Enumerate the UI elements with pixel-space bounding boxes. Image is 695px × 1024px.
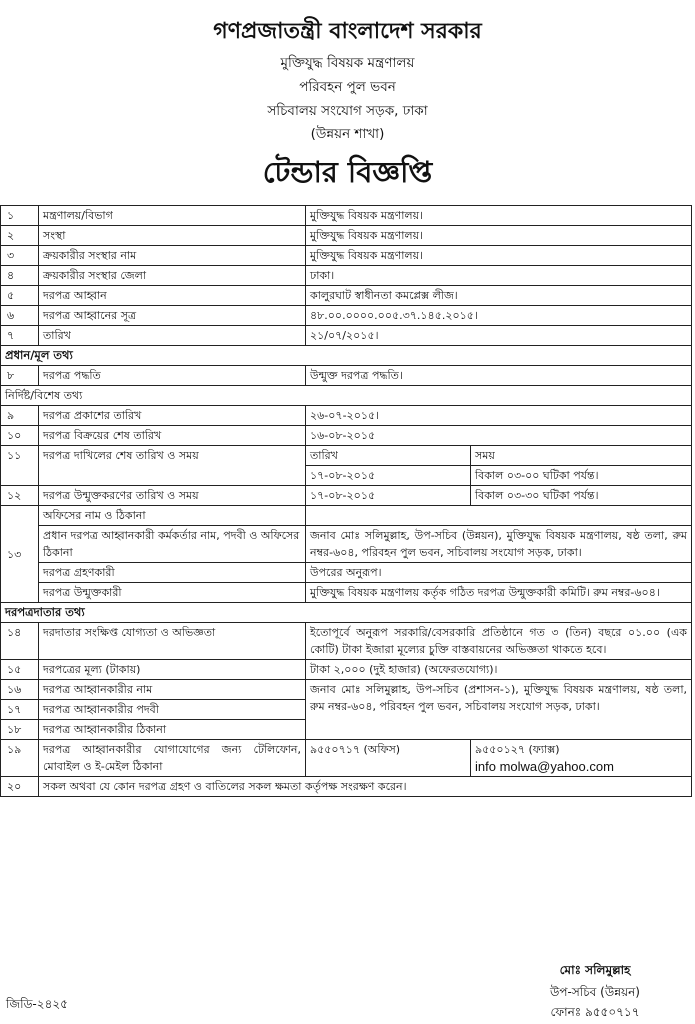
table-row xyxy=(1,366,692,386)
section-row xyxy=(1,603,692,623)
row-number: ৮ xyxy=(1,366,39,386)
row-label: প্রধান দরপত্র আহ্বানকারী কর্মকর্তার নাম, পদবী ও অফিসের ঠিকানা xyxy=(39,526,306,563)
table-row xyxy=(1,506,692,526)
table-row xyxy=(1,446,692,466)
row-value: কালুরঘাট স্বাধীনতা কমপ্লেক্স লীজ। xyxy=(306,286,692,306)
row-value: ১৬-০৮-২০১৫ xyxy=(306,426,692,446)
building-name: পরিবহন পুল ভবন xyxy=(299,79,396,95)
row-label: দরপত্র পদ্ধতি xyxy=(39,366,306,386)
office-heading: অফিসের নাম ও ঠিকানা xyxy=(39,506,306,526)
row-label: সংস্থা xyxy=(39,226,306,246)
row-number: ১১ xyxy=(1,446,39,486)
row-label: মন্ত্রণালয়/বিভাগ xyxy=(39,206,306,226)
row-value: মুক্তিযুদ্ধ বিষয়ক মন্ত্রণালয়। xyxy=(306,246,692,266)
row-label: দরপত্র দাখিলের শেষ তারিখ ও সময় xyxy=(39,446,306,486)
row-number: ১৪ xyxy=(1,623,39,660)
row-value: মুক্তিযুদ্ধ বিষয়ক মন্ত্রণালয় কর্তৃক গঠিত দরপত্র উন্মুক্তকারী কমিটি। রুম নম্বর-৬০৪। xyxy=(306,583,692,603)
notice-heading: টেন্ডার বিজ্ঞপ্তি xyxy=(262,155,433,189)
row-number: ১৫ xyxy=(1,660,39,680)
submission-time: বিকাল ০৩-০০ ঘটিকা পর্যন্ত। xyxy=(471,466,692,486)
row-number: ৫ xyxy=(1,286,39,306)
table-row xyxy=(1,777,692,797)
row-number: ৬ xyxy=(1,306,39,326)
row-number: ১ xyxy=(1,206,39,226)
submission-date: ১৭-০৮-২০১৫ xyxy=(306,466,471,486)
row-value: উন্মুক্ত দরপত্র পদ্ধতি। xyxy=(306,366,692,386)
row-label: দরপত্র বিক্রয়ের শেষ তারিখ xyxy=(39,426,306,446)
opening-time: বিকাল ০৩-৩০ ঘটিকা পর্যন্ত। xyxy=(471,486,692,506)
address: সচিবালয় সংযোগ সড়ক, ঢাকা xyxy=(267,103,428,119)
table-row xyxy=(1,526,692,563)
gd-code: জিডি-২৪২৫ xyxy=(6,997,68,1011)
row-number: ১৩ xyxy=(1,506,39,603)
section-row xyxy=(1,346,692,366)
row-value: উপরের অনুরূপ। xyxy=(306,563,692,583)
row-label: দরপত্র আহ্বানকারীর নাম xyxy=(39,680,306,700)
row-value: জনাব মোঃ সলিমুল্লাহ, উপ-সচিব (প্রশাসন-১), মুক্তিযুদ্ধ বিষয়ক মন্ত্রণালয়, ষষ্ঠ তলা, রুম নম্বর-৬০৪, পরিবহন পুল ভবন, সচিবালয় সংযোগ সড়ক, ঢাকা। xyxy=(306,680,692,740)
row-number: ৪ xyxy=(1,266,39,286)
signatory-name: মোঃ সলিমুল্লাহ xyxy=(559,963,631,977)
row-label: ক্রয়কারীর সংস্থার জেলা xyxy=(39,266,306,286)
row-value: জনাব মোঃ সলিমুল্লাহ, উপ-সচিব (উন্নয়ন), মুক্তিযুদ্ধ বিষয়ক মন্ত্রণালয়, ষষ্ঠ তলা, রুম নম্বর-৬০৪, পরিবহন পুল ভবন, সচিবালয় সংযোগ সড়ক, ঢাকা। xyxy=(306,526,692,563)
row-label: দরপত্র আহ্বানকারীর ঠিকানা xyxy=(39,720,306,740)
section-heading-main-info: প্রধান/মূল তথ্য xyxy=(1,346,692,366)
table-row xyxy=(1,246,692,266)
row-number: ২ xyxy=(1,226,39,246)
table-row xyxy=(1,286,692,306)
row-label: দরপত্র প্রকাশের তারিখ xyxy=(39,406,306,426)
row-label: তারিখ xyxy=(39,326,306,346)
row-value: ২১/০৭/২০১৫। xyxy=(306,326,692,346)
table-row xyxy=(1,563,692,583)
table-row xyxy=(1,486,692,506)
email-address[interactable]: info molwa@yahoo.com xyxy=(475,759,614,774)
row-number: ১৮ xyxy=(1,720,39,740)
signatory-phone: ফোনঃ ৯৫৫০৭১৭ xyxy=(550,1005,640,1019)
row-number: ১৭ xyxy=(1,700,39,720)
row-label: ক্রয়কারীর সংস্থার নাম xyxy=(39,246,306,266)
tender-table xyxy=(0,205,692,797)
office-phone: ৯৫৫০৭১৭ (অফিস) xyxy=(306,740,471,777)
table-row xyxy=(1,406,692,426)
table-row xyxy=(1,326,692,346)
table-row xyxy=(1,740,692,777)
row-label: দরপত্র আহ্বানের সূত্র xyxy=(39,306,306,326)
row-value: ৪৮.০০.০০০০.০০৫.৩৭.১৪৫.২০১৫। xyxy=(306,306,692,326)
empty-cell xyxy=(306,506,692,526)
branch-name: (উন্নয়ন শাখা) xyxy=(310,126,385,142)
time-column-head: সময় xyxy=(471,446,692,466)
section-heading-special-info: নির্দিষ্ট/বিশেষ তথ্য xyxy=(1,386,692,406)
table-row xyxy=(1,206,692,226)
row-number: ৯ xyxy=(1,406,39,426)
row-label: দরপত্র আহ্বানকারীর যোগাযোগের জন্য টেলিফোন, মোবাইল ও ই-মেইল ঠিকানা xyxy=(39,740,306,777)
table-row xyxy=(1,426,692,446)
row-value: মুক্তিযুদ্ধ বিষয়ক মন্ত্রণালয়। xyxy=(306,226,692,246)
table-row xyxy=(1,583,692,603)
table-row xyxy=(1,266,692,286)
table-row xyxy=(1,660,692,680)
row-value: সকল অথবা যে কোন দরপত্র গ্রহণ ও বাতিলের সকল ক্ষমতা কর্তৃপক্ষ সংরক্ষণ করেন। xyxy=(39,777,692,797)
row-value: ইতোপূর্বে অনুরূপ সরকারি/বেসরকারি প্রতিষ্ঠানে গত ৩ (তিন) বছরে ০১.০০ (এক কোটি) টাকা ইজারা মূল্যের চুক্তি বাস্তবায়নের অভিজ্ঞতা থাকতে হবে। xyxy=(306,623,692,660)
row-value: ঢাকা। xyxy=(306,266,692,286)
row-number: ২০ xyxy=(1,777,39,797)
row-label: দরপত্র উন্মুক্তকরণের তারিখ ও সময় xyxy=(39,486,306,506)
row-label: দরদাতার সংক্ষিপ্ত যোগ্যতা ও অভিজ্ঞতা xyxy=(39,623,306,660)
row-label: দরপত্র আহ্বানকারীর পদবী xyxy=(39,700,306,720)
row-label: দরপত্র উন্মুক্তকারী xyxy=(39,583,306,603)
table-row xyxy=(1,680,692,700)
row-number: ১২ xyxy=(1,486,39,506)
signatory-designation: উপ-সচিব (উন্নয়ন) xyxy=(550,985,640,999)
row-number: ৭ xyxy=(1,326,39,346)
table-row xyxy=(1,226,692,246)
opening-date: ১৭-০৮-২০১৫ xyxy=(306,486,471,506)
fax-number: ৯৫৫০১২৭ (ফ্যাক্স) xyxy=(475,743,560,756)
contact-cell xyxy=(471,740,692,777)
row-value: টাকা ২,০০০ (দুই হাজার) (অফেরতযোগ্য)। xyxy=(306,660,692,680)
table-row xyxy=(1,623,692,660)
row-label: দরপত্র গ্রহণকারী xyxy=(39,563,306,583)
row-number: ৩ xyxy=(1,246,39,266)
row-number: ১৯ xyxy=(1,740,39,777)
row-value: মুক্তিযুদ্ধ বিষয়ক মন্ত্রণালয়। xyxy=(306,206,692,226)
row-label: দরপত্র আহ্বান xyxy=(39,286,306,306)
section-heading-bidder-info: দরপত্রদাতার তথ্য xyxy=(1,603,692,623)
table-row xyxy=(1,306,692,326)
date-column-head: তারিখ xyxy=(306,446,471,466)
row-number: ১০ xyxy=(1,426,39,446)
row-value: ২৬-০৭-২০১৫। xyxy=(306,406,692,426)
row-number: ১৬ xyxy=(1,680,39,700)
government-title: গণপ্রজাতন্ত্রী বাংলাদেশ সরকার xyxy=(213,19,482,44)
ministry-name: মুক্তিযুদ্ধ বিষয়ক মন্ত্রণালয় xyxy=(280,55,415,71)
section-row xyxy=(1,386,692,406)
row-label: দরপত্রের মূল্য (টাকায়) xyxy=(39,660,306,680)
